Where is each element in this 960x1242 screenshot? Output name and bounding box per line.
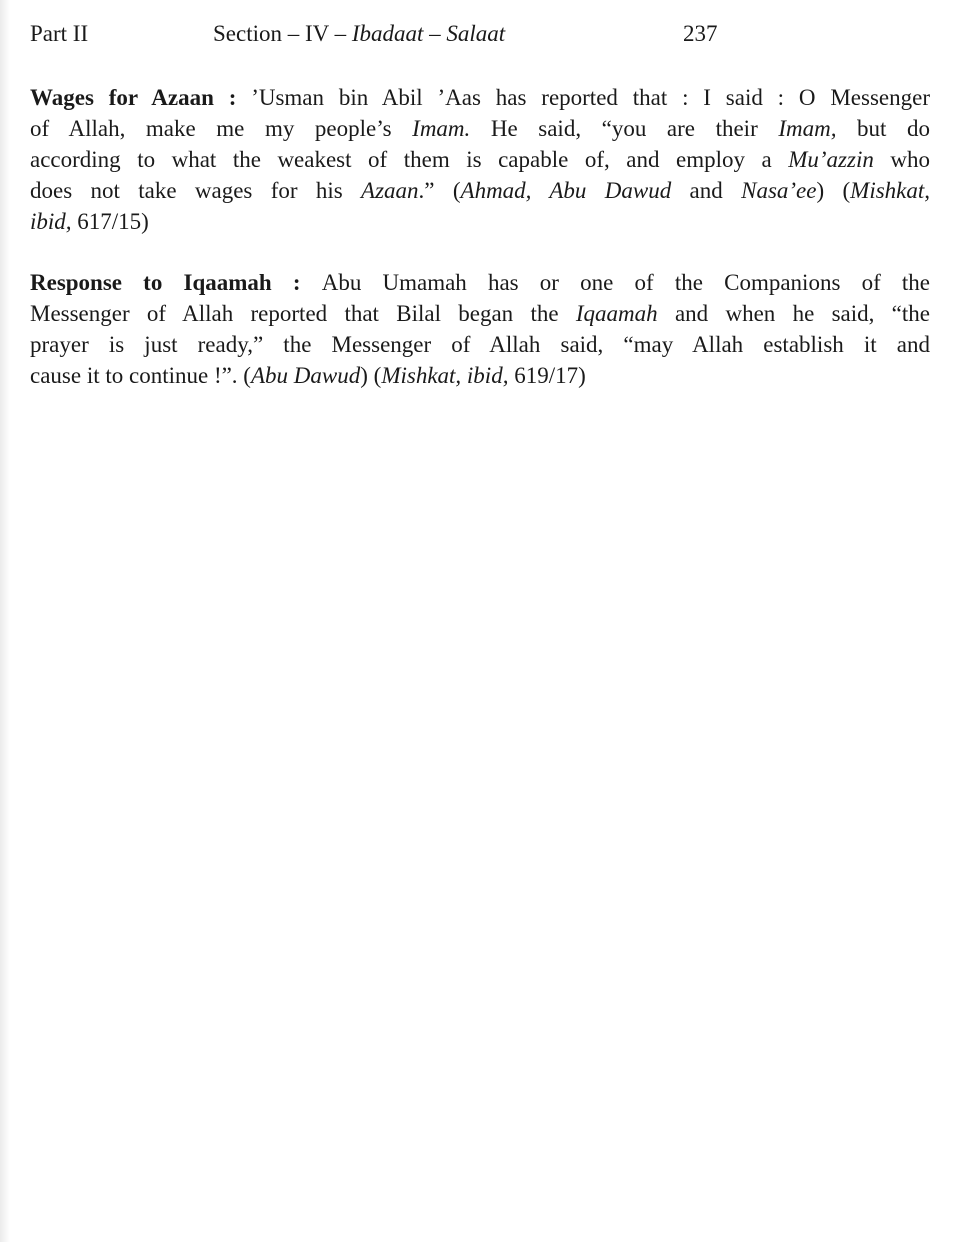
text-line	[30, 113, 930, 144]
text-run: Abu Umamah has or one of the Companions of the	[321, 270, 930, 295]
page-header	[0, 18, 960, 50]
text-run: Azaan	[361, 178, 419, 203]
text-run: ’Usman bin Abil ’Aas has reported that : I said : O Messenger	[251, 85, 930, 110]
text-run: Wages for Azaan :	[30, 85, 252, 110]
text-run: Ibadaat – Salaat	[351, 21, 506, 46]
text-run: Iqaamah	[575, 301, 658, 326]
text-run: Imam,	[778, 116, 837, 141]
text-run: He said, “you are their	[470, 116, 779, 141]
text-run: Response to Iqaamah :	[30, 270, 322, 295]
page-body	[30, 82, 930, 391]
header-section-title	[213, 18, 505, 50]
scan-edge-artifact	[0, 0, 10, 1242]
text-run: Nasa’ee	[741, 178, 817, 203]
text-run: Mishkat, ibid,	[381, 363, 509, 388]
text-run: who	[873, 147, 930, 172]
text-line	[30, 329, 930, 360]
text-run: ibid,	[30, 209, 72, 234]
header-part-label: Part II	[30, 21, 89, 46]
text-line	[30, 144, 930, 175]
text-run: Section – IV –	[213, 21, 352, 46]
text-run: Imam.	[412, 116, 471, 141]
text-run: 617/15)	[71, 209, 149, 234]
text-run: prayer is just ready,” the Messenger of Allah said, “may Allah establish it and	[30, 332, 930, 357]
text-run: and when he said, “the	[657, 301, 930, 326]
text-run: and	[671, 178, 742, 203]
text-run: cause it to continue !”. (	[30, 363, 251, 388]
text-run: ) (	[360, 363, 382, 388]
paragraph-wages-for-azaan	[30, 82, 930, 237]
text-run: ) (	[816, 178, 851, 203]
text-line	[30, 360, 930, 391]
paragraph-response-to-iqaamah	[30, 267, 930, 391]
text-run: does not take wages for his	[30, 178, 362, 203]
text-run: Ahmad, Abu Dawud	[460, 178, 672, 203]
text-run: Mishkat,	[850, 178, 931, 203]
text-line	[30, 175, 930, 206]
header-page-number: 237	[683, 21, 718, 46]
text-run: Messenger of Allah reported that Bilal began the	[30, 301, 576, 326]
text-run: of Allah, make me my people’s	[30, 116, 413, 141]
text-run: Abu Dawud	[250, 363, 361, 388]
text-line	[30, 82, 930, 113]
text-run: according to what the weakest of them is capable of, and employ a	[30, 147, 789, 172]
text-line	[30, 267, 930, 298]
text-line	[30, 206, 930, 237]
text-run: but do	[836, 116, 930, 141]
text-run: .” (	[418, 178, 461, 203]
text-line	[30, 298, 930, 329]
text-run: 619/17)	[508, 363, 586, 388]
text-run: Mu’azzin	[788, 147, 874, 172]
